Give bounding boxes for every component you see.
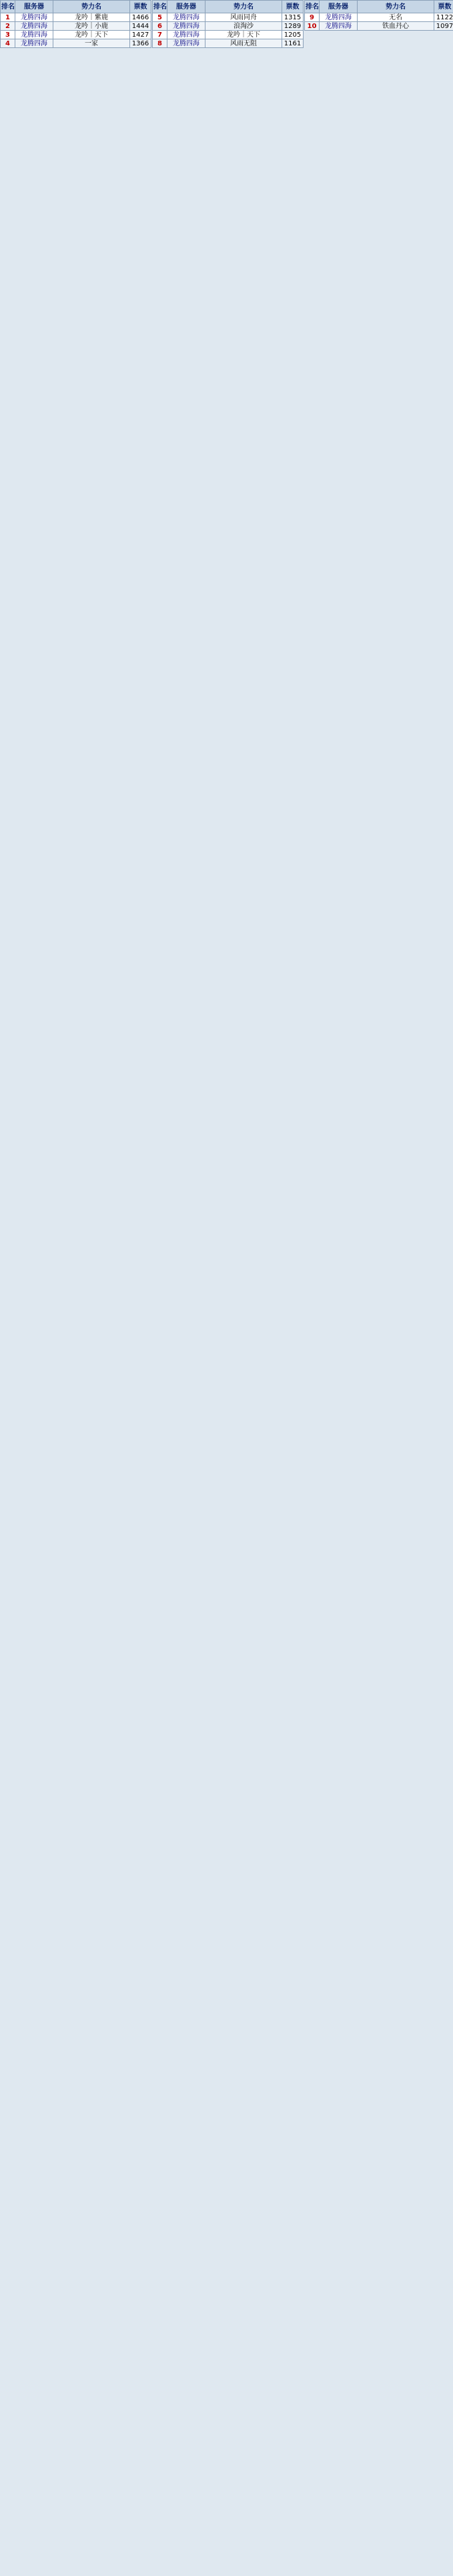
name-cell: 一家	[53, 39, 130, 48]
ranking-rows-right	[305, 13, 453, 31]
votes-header: 票数	[282, 1, 304, 13]
table-row	[153, 22, 304, 31]
server-header: 服务器	[167, 1, 205, 13]
votes-cell: 1289	[282, 22, 304, 31]
votes-cell: 1315	[282, 13, 304, 22]
server-cell: 龙腾四海	[320, 13, 358, 22]
ranking-table-left	[0, 0, 151, 48]
rank-cell: 4	[1, 39, 15, 48]
table-row	[1, 13, 151, 22]
table-row	[153, 39, 304, 48]
rank-cell: 2	[1, 22, 15, 31]
server-cell: 龙腾四海	[15, 31, 53, 39]
server-header: 服务器	[15, 1, 53, 13]
header-row	[305, 1, 453, 13]
votes-cell: 1205	[282, 31, 304, 39]
votes-cell: 1161	[282, 39, 304, 48]
table-row	[305, 13, 453, 22]
server-header: 服务器	[320, 1, 358, 13]
rank-header: 排名	[305, 1, 320, 13]
table-row	[1, 31, 151, 39]
name-cell: 龙吟｜天下	[53, 31, 130, 39]
table-row	[1, 39, 151, 48]
name-cell: 龙吟｜紫鹿	[53, 13, 130, 22]
votes-header: 票数	[130, 1, 151, 13]
votes-cell: 1444	[130, 22, 151, 31]
votes-cell: 1466	[130, 13, 151, 22]
table-row	[1, 22, 151, 31]
rank-cell: 5	[153, 13, 167, 22]
rank-cell: 6	[153, 22, 167, 31]
ranking-rows-left	[1, 13, 151, 48]
name-cell: 铁血丹心	[358, 22, 434, 31]
header-row	[153, 1, 304, 13]
rank-cell: 7	[153, 31, 167, 39]
rank-header: 排名	[153, 1, 167, 13]
table-row	[305, 22, 453, 31]
votes-cell: 1366	[130, 39, 151, 48]
ranking-table-right	[304, 0, 453, 31]
server-cell: 龙腾四海	[15, 39, 53, 48]
header-row	[1, 1, 151, 13]
rank-cell: 8	[153, 39, 167, 48]
name-cell: 风雨同舟	[205, 13, 282, 22]
rank-cell: 10	[305, 22, 320, 31]
server-cell: 龙腾四海	[167, 31, 205, 39]
server-cell: 龙腾四海	[15, 22, 53, 31]
name-header: 势力名	[205, 1, 282, 13]
rank-header: 排名	[1, 1, 15, 13]
server-cell: 龙腾四海	[15, 13, 53, 22]
name-cell: 风雨无阻	[205, 39, 282, 48]
table-row	[153, 13, 304, 22]
ranking-rows-middle	[153, 13, 304, 48]
name-cell: 龙吟｜小鹿	[53, 22, 130, 31]
rank-cell: 9	[305, 13, 320, 22]
name-header: 势力名	[358, 1, 434, 13]
name-cell: 龙吟｜天下	[205, 31, 282, 39]
name-cell: 无名	[358, 13, 434, 22]
name-header: 势力名	[53, 1, 130, 13]
votes-cell: 1427	[130, 31, 151, 39]
server-cell: 龙腾四海	[167, 13, 205, 22]
server-cell: 龙腾四海	[167, 39, 205, 48]
ranking-table-middle	[152, 0, 304, 48]
rank-cell: 3	[1, 31, 15, 39]
server-cell: 龙腾四海	[167, 22, 205, 31]
rank-cell: 1	[1, 13, 15, 22]
votes-cell: 1097	[434, 22, 453, 31]
server-cell: 龙腾四海	[320, 22, 358, 31]
name-cell: 浪淘沙	[205, 22, 282, 31]
votes-header: 票数	[434, 1, 453, 13]
table-row	[153, 31, 304, 39]
votes-cell: 1122	[434, 13, 453, 22]
